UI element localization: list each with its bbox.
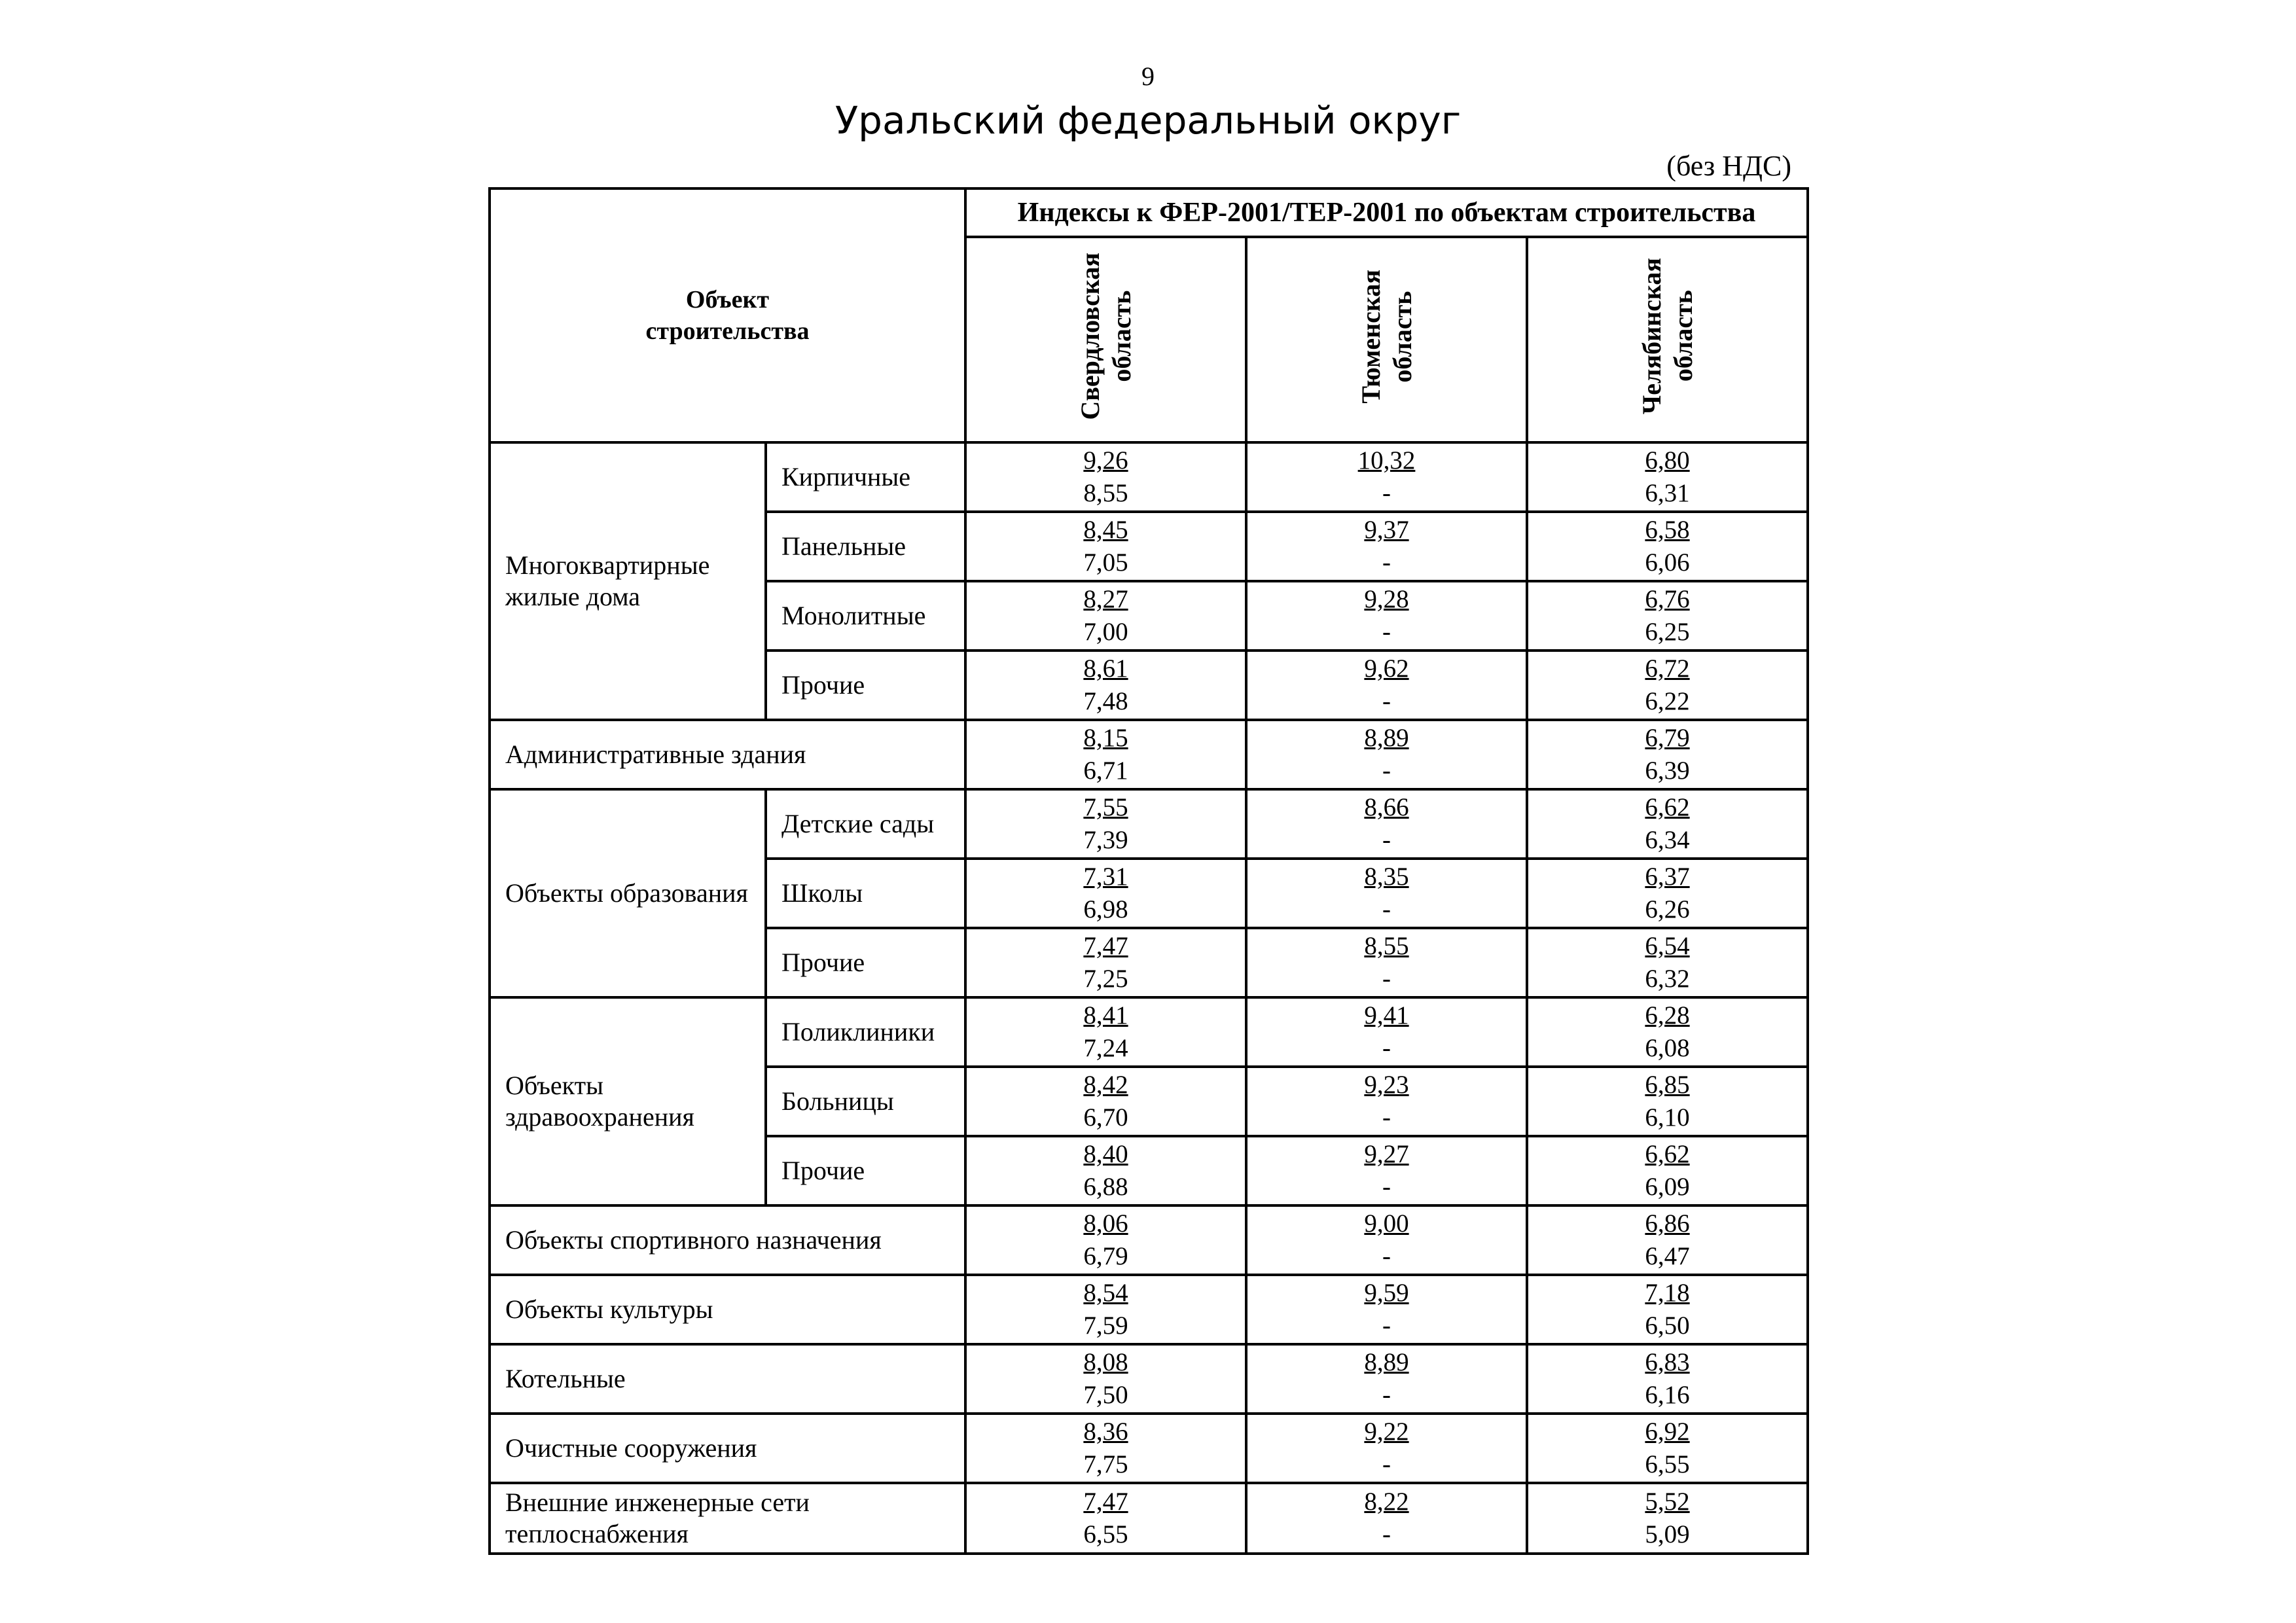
value-cell: 8,22 - <box>1246 1483 1527 1554</box>
subgroup-name: Поликлиники <box>766 997 965 1067</box>
table-row <box>490 997 1808 1067</box>
region-header-sverdlovsk: Свердловская область <box>965 237 1246 442</box>
vat-note: (без НДС) <box>1666 150 1791 182</box>
value-cell: 9,41 - <box>1246 997 1527 1067</box>
value-cell: 9,27 - <box>1246 1136 1527 1205</box>
indices-group-header: Индексы к ФЕР-2001/ТЕР-2001 по объектам строительства <box>965 188 1808 237</box>
value-cell: 9,59 - <box>1246 1275 1527 1344</box>
value-cell: 6,85 6,10 <box>1527 1067 1808 1136</box>
value-cell: 6,83 6,16 <box>1527 1344 1808 1414</box>
value-cell: 6,37 6,26 <box>1527 859 1808 928</box>
value-cell: 6,86 6,47 <box>1527 1205 1808 1275</box>
table-body <box>490 442 1808 1554</box>
group-name: Котельные <box>490 1344 965 1414</box>
table-row <box>490 442 1808 512</box>
table-row <box>490 720 1808 789</box>
value-cell: 8,06 6,79 <box>965 1205 1246 1275</box>
value-cell: 5,52 5,09 <box>1527 1483 1808 1554</box>
value-cell: 8,08 7,50 <box>965 1344 1246 1414</box>
table-row <box>490 1344 1808 1414</box>
value-cell: 6,79 6,39 <box>1527 720 1808 789</box>
value-cell: 8,55 - <box>1246 928 1527 997</box>
table-row <box>490 1414 1808 1483</box>
value-cell: 9,26 8,55 <box>965 442 1246 512</box>
subgroup-name: Монолитные <box>766 581 965 651</box>
value-cell: 8,35 - <box>1246 859 1527 928</box>
value-cell: 7,55 7,39 <box>965 789 1246 859</box>
group-name: Объекты спортивного назначения <box>490 1205 965 1275</box>
subgroup-name: Больницы <box>766 1067 965 1136</box>
value-cell: 8,40 6,88 <box>965 1136 1246 1205</box>
index-table <box>488 187 1809 1555</box>
value-cell: 6,62 6,09 <box>1527 1136 1808 1205</box>
subgroup-name: Школы <box>766 859 965 928</box>
value-cell: 8,45 7,05 <box>965 512 1246 581</box>
value-cell: 8,27 7,00 <box>965 581 1246 651</box>
group-name: Внешние инженерные сети теплоснабжения <box>490 1483 965 1554</box>
group-name: Очистные сооружения <box>490 1414 965 1483</box>
value-cell: 9,62 - <box>1246 651 1527 720</box>
group-name: Объекты культуры <box>490 1275 965 1344</box>
value-cell: 7,31 6,98 <box>965 859 1246 928</box>
page-number: 9 <box>1141 62 1155 91</box>
value-cell: 6,76 6,25 <box>1527 581 1808 651</box>
value-cell: 8,54 7,59 <box>965 1275 1246 1344</box>
value-cell: 9,37 - <box>1246 512 1527 581</box>
value-cell: 6,54 6,32 <box>1527 928 1808 997</box>
table-row <box>490 1275 1808 1344</box>
value-cell: 8,66 - <box>1246 789 1527 859</box>
value-cell: 6,58 6,06 <box>1527 512 1808 581</box>
group-name: Объекты образования <box>490 789 766 997</box>
region-header-tyumen: Тюменская область <box>1246 237 1527 442</box>
table-row <box>490 1483 1808 1554</box>
object-column-header: Объект строительства <box>490 188 965 442</box>
value-cell: 9,00 - <box>1246 1205 1527 1275</box>
value-cell: 7,47 6,55 <box>965 1483 1246 1554</box>
value-cell: 8,36 7,75 <box>965 1414 1246 1483</box>
subgroup-name: Детские сады <box>766 789 965 859</box>
value-cell: 8,15 6,71 <box>965 720 1246 789</box>
value-cell: 7,47 7,25 <box>965 928 1246 997</box>
table-row <box>490 1205 1808 1275</box>
value-cell: 8,41 7,24 <box>965 997 1246 1067</box>
table-row <box>490 789 1808 859</box>
subgroup-name: Кирпичные <box>766 442 965 512</box>
subgroup-name: Прочие <box>766 1136 965 1205</box>
value-cell: 9,23 - <box>1246 1067 1527 1136</box>
value-cell: 6,92 6,55 <box>1527 1414 1808 1483</box>
page-title: Уральский федеральный округ <box>834 98 1462 143</box>
value-cell: 6,80 6,31 <box>1527 442 1808 512</box>
value-cell: 8,89 - <box>1246 1344 1527 1414</box>
group-name: Объекты здравоохранения <box>490 997 766 1205</box>
value-cell: 8,42 6,70 <box>965 1067 1246 1136</box>
region-header-chelyabinsk: Челябинская область <box>1527 237 1808 442</box>
value-cell: 10,32 - <box>1246 442 1527 512</box>
value-cell: 9,28 - <box>1246 581 1527 651</box>
group-name: Административные здания <box>490 720 965 789</box>
value-cell: 6,62 6,34 <box>1527 789 1808 859</box>
value-cell: 8,89 - <box>1246 720 1527 789</box>
subgroup-name: Прочие <box>766 651 965 720</box>
value-cell: 6,28 6,08 <box>1527 997 1808 1067</box>
subgroup-name: Прочие <box>766 928 965 997</box>
value-cell: 8,61 7,48 <box>965 651 1246 720</box>
group-name: Многоквартирные жилые дома <box>490 442 766 720</box>
value-cell: 9,22 - <box>1246 1414 1527 1483</box>
value-cell: 6,72 6,22 <box>1527 651 1808 720</box>
value-cell: 7,18 6,50 <box>1527 1275 1808 1344</box>
subgroup-name: Панельные <box>766 512 965 581</box>
